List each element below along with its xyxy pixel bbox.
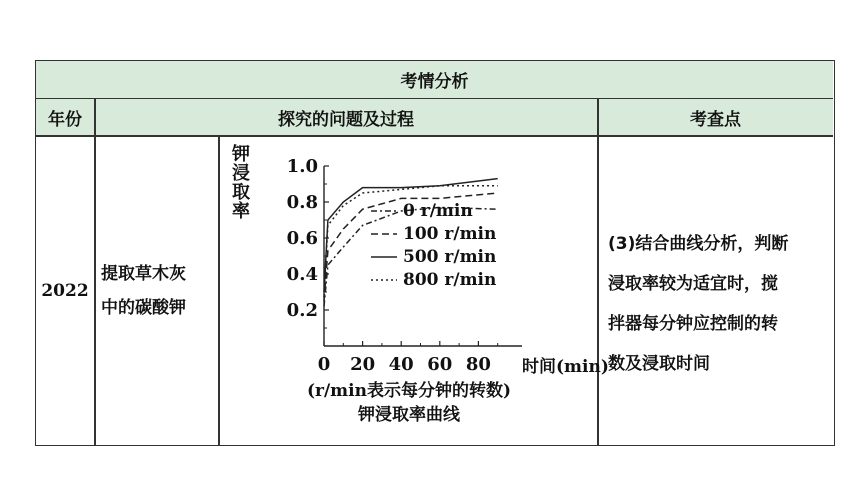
y-tick-label: 1.0 xyxy=(286,156,318,177)
point-line-1: (3)结合曲线分析，判断 xyxy=(608,234,789,254)
year-cell: 2022 xyxy=(41,280,89,301)
y-axis-label-char: 率 xyxy=(232,201,250,222)
leaching-rate-chart xyxy=(219,136,609,445)
table-title: 考情分析 xyxy=(36,61,833,98)
y-tick-label: 0.4 xyxy=(286,264,318,285)
topic-line-1: 提取草木灰 xyxy=(101,263,186,284)
point-line-3: 拌器每分钟应控制的转 xyxy=(608,314,778,334)
point-line-2: 浸取率较为适宜时，搅 xyxy=(608,274,778,294)
legend-label: 0 r/min xyxy=(403,201,473,221)
x-tick-label: 40 xyxy=(388,354,414,375)
point-line-4: 数及浸取时间 xyxy=(608,354,710,374)
y-axis-label-char: 浸 xyxy=(232,163,250,184)
x-tick-label: 80 xyxy=(465,354,491,375)
legend-label: 800 r/min xyxy=(403,270,497,290)
x-tick-label: 0 xyxy=(317,354,331,375)
points-cell xyxy=(598,136,833,445)
x-axis-label: 时间(min) xyxy=(522,357,609,377)
y-tick-label: 0.2 xyxy=(286,300,318,321)
y-tick-label: 0.6 xyxy=(286,228,318,249)
y-axis-label-char: 钾 xyxy=(232,144,250,165)
analysis-table xyxy=(35,60,835,446)
chart-subtitle: (r/min表示每分钟的转数) xyxy=(306,381,512,401)
header-process: 探究的问题及过程 xyxy=(95,99,597,135)
legend-label: 500 r/min xyxy=(403,247,497,267)
x-tick-label: 60 xyxy=(427,354,453,375)
chart-cell xyxy=(219,136,609,445)
chart-title: 钾浸取率曲线 xyxy=(358,405,460,425)
topic-line-2: 中的碳酸钾 xyxy=(101,297,186,318)
y-tick-label: 0.8 xyxy=(286,192,318,213)
y-axis-label-char: 取 xyxy=(232,182,250,203)
header-year: 年份 xyxy=(36,99,94,135)
header-points: 考查点 xyxy=(598,99,833,135)
legend-label: 100 r/min xyxy=(403,224,497,244)
topic-cell xyxy=(95,136,218,445)
x-tick-label: 20 xyxy=(350,354,376,375)
